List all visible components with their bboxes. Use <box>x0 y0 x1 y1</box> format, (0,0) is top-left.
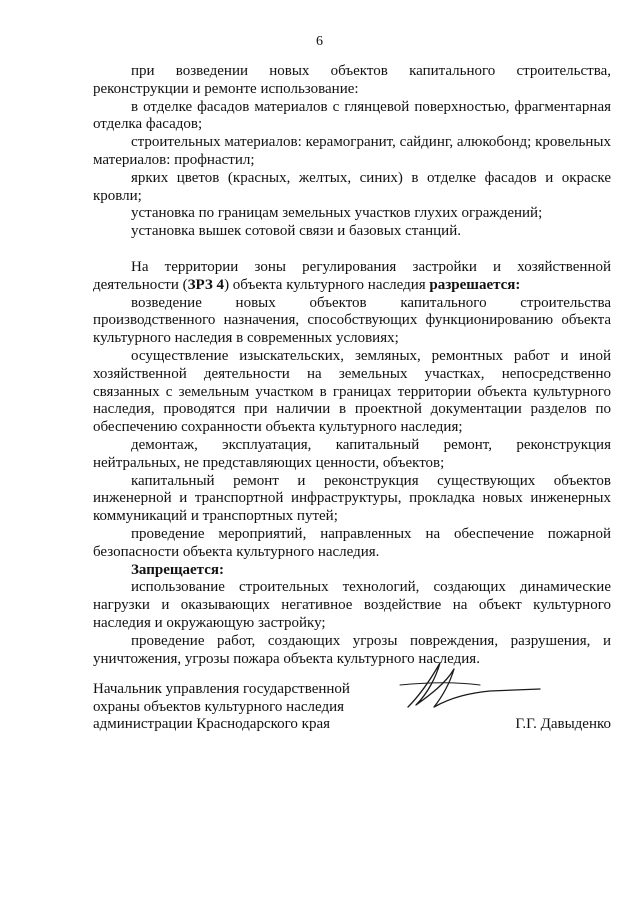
list-item: установка вышек сотовой связи и базовых станций. <box>131 223 461 240</box>
list-item: при возведении новых объектов капитального строительства, реконструкции и ремонте использование: <box>93 63 611 97</box>
position-line: администрации Краснодарского края <box>93 716 331 733</box>
list-item: осуществление изыскательских, земляных, ремонтных работ и иной хозяйственной деятельности на земельных участках, непосредственно связанных с земельным участком в границах территории объекта культурного наследия, проводятся при наличии в проектной документации разделов по обеспечению сохранности объекта культурного наследия; <box>93 347 611 436</box>
document-body <box>93 63 611 668</box>
list-item: ярких цветов (красных, желтых, синих) в отделке фасадов и окраске кровли; <box>93 169 611 204</box>
page-number: 6 <box>316 34 323 49</box>
zone-intro-text-cont: ) объекта культурного наследия <box>224 276 430 293</box>
handwritten-signature <box>390 655 550 715</box>
list-item: установка по границам земельных участков глухих ограждений; <box>131 205 543 222</box>
prohibited-heading: Запрещается: <box>131 561 225 578</box>
list-item: возведение новых объектов капитального строительства производственного назначения, способствующих функционированию объекта культурного наследия в современных условиях; <box>93 294 611 347</box>
list-item: строительных материалов: керамогранит, сайдинг, алюкобонд; кровельных материалов: профнастил; <box>93 134 611 168</box>
list-item: проведение работ, создающих угрозы повреждения, разрушения, и уничтожения, угрозы пожара объекта культурного наследия. <box>93 632 611 667</box>
zone-code: ЗРЗ 4 <box>187 276 225 293</box>
allowed-heading: разрешается: <box>429 276 521 293</box>
list-item: использование строительных технологий, создающих динамические нагрузки и оказывающих негативное воздействие на объект культурного наследия и окружающую застройку; <box>93 579 611 631</box>
list-item: проведение мероприятий, направленных на обеспечение пожарной безопасности объекта культурного наследия. <box>93 525 611 560</box>
position-line: Начальник управления государственной <box>93 681 350 697</box>
position-line: охраны объектов культурного наследия <box>93 698 345 715</box>
zone-intro-text: На территории зоны регулирования застройки и хозяйственной деятельности ( <box>93 258 611 293</box>
list-item: демонтаж, эксплуатация, капитальный ремонт, реконструкция нейтральных, не представляющих ценности, объектов; <box>93 436 611 471</box>
zone-intro-paragraph <box>93 259 611 295</box>
signer-name: Г.Г. Давыденко <box>515 716 611 732</box>
list-item: капитальный ремонт и реконструкция существующих объектов инженерной и транспортной инфраструктуры, прокладка новых инженерных коммуникаций и транспортных путей; <box>93 472 611 525</box>
signatory-position <box>93 681 363 734</box>
list-item: в отделке фасадов материалов с глянцевой поверхностью, фрагментарная отделка фасадов; <box>93 98 611 133</box>
